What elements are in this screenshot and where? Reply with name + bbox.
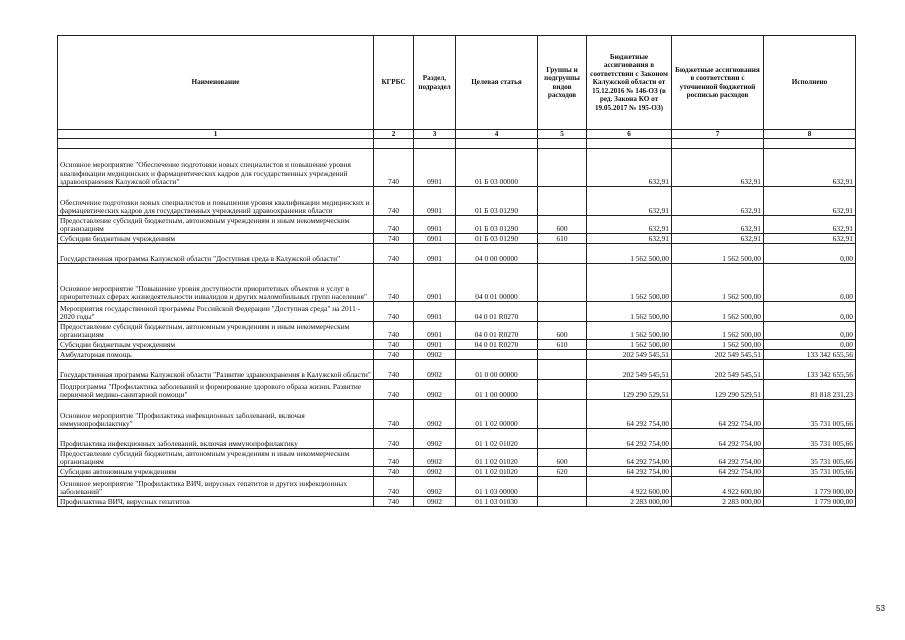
row-budget-refined: 1 562 500,00 <box>672 322 764 340</box>
row-kgrbs: 740 <box>374 322 414 340</box>
row-group: 600 <box>538 322 587 340</box>
row-name: Обеспечение подготовки новых специалистов и повышения уровня квалификации медицинских и фармацевтических кадров для государственных учреждений здравоохранения области <box>58 187 374 216</box>
row-kgrbs: 740 <box>374 360 414 380</box>
table-row <box>58 302 856 322</box>
row-name: Государственная программа Калужской области "Доступная среда в Калужской области" <box>58 244 374 264</box>
row-executed: 0,00 <box>764 244 856 264</box>
row-target: 04 0 01 R0270 <box>456 302 538 322</box>
row-executed: 81 818 231,23 <box>764 380 856 400</box>
row-kgrbs: 740 <box>374 234 414 244</box>
row-section: 0902 <box>414 467 456 477</box>
row-target: 01 1 00 00000 <box>456 380 538 400</box>
column-number: 4 <box>456 130 538 139</box>
row-group: 610 <box>538 234 587 244</box>
row-kgrbs: 740 <box>374 244 414 264</box>
column-number: 1 <box>58 130 374 139</box>
row-executed: 1 779 000,00 <box>764 477 856 497</box>
row-section: 0901 <box>414 302 456 322</box>
row-executed: 632,91 <box>764 216 856 234</box>
row-section: 0901 <box>414 234 456 244</box>
row-executed: 133 342 655,56 <box>764 350 856 360</box>
row-name: Основное мероприятие "Повышение уровня доступности приоритетных объектов и услуг в приоритетных сферах жизнедеятельности инвалидов и других маломобильных групп населения" <box>58 264 374 302</box>
row-target <box>456 350 538 360</box>
row-executed: 632,91 <box>764 234 856 244</box>
row-executed: 0,00 <box>764 264 856 302</box>
row-name: Субсидии автономным учреждениям <box>58 467 374 477</box>
row-budget-law: 64 292 754,00 <box>587 429 672 449</box>
column-number: 2 <box>374 130 414 139</box>
row-budget-refined: 64 292 754,00 <box>672 449 764 467</box>
row-executed: 35 731 005,66 <box>764 449 856 467</box>
table-row <box>58 449 856 467</box>
row-target: 01 1 03 01030 <box>456 497 538 507</box>
table-row <box>58 234 856 244</box>
row-budget-law: 1 562 500,00 <box>587 340 672 350</box>
row-section: 0902 <box>414 360 456 380</box>
table-row <box>58 467 856 477</box>
row-kgrbs: 740 <box>374 467 414 477</box>
row-section: 0902 <box>414 429 456 449</box>
row-target: 04 0 00 00000 <box>456 244 538 264</box>
row-executed: 0,00 <box>764 302 856 322</box>
row-group <box>538 429 587 449</box>
row-section: 0901 <box>414 322 456 340</box>
table-row <box>58 380 856 400</box>
header-kgrbs: КГРБС <box>374 36 414 130</box>
row-target: 01 1 02 00000 <box>456 400 538 429</box>
table-row <box>58 400 856 429</box>
table-row <box>58 350 856 360</box>
row-section: 0901 <box>414 340 456 350</box>
header-executed: Исполнено <box>764 36 856 130</box>
row-kgrbs: 740 <box>374 350 414 360</box>
table-row <box>58 322 856 340</box>
row-group <box>538 400 587 429</box>
row-kgrbs: 740 <box>374 149 414 187</box>
row-target: 01 1 02 01020 <box>456 429 538 449</box>
row-budget-law: 64 292 754,00 <box>587 400 672 429</box>
row-kgrbs: 740 <box>374 187 414 216</box>
row-group <box>538 360 587 380</box>
row-budget-refined: 129 290 529,51 <box>672 380 764 400</box>
row-target: 04 0 01 R0270 <box>456 322 538 340</box>
row-group: 600 <box>538 216 587 234</box>
row-group: 600 <box>538 449 587 467</box>
row-budget-law: 4 922 600,00 <box>587 477 672 497</box>
row-kgrbs: 740 <box>374 449 414 467</box>
row-group: 620 <box>538 467 587 477</box>
budget-table <box>57 35 856 507</box>
row-budget-refined: 1 562 500,00 <box>672 244 764 264</box>
row-name: Профилактика инфекционных заболеваний, включая иммунопрофилактику <box>58 429 374 449</box>
row-target: 01 Б 03 01290 <box>456 234 538 244</box>
row-budget-refined: 64 292 754,00 <box>672 400 764 429</box>
row-kgrbs: 740 <box>374 400 414 429</box>
column-number: 3 <box>414 130 456 139</box>
header-target: Целевая статья <box>456 36 538 130</box>
row-budget-law: 1 562 500,00 <box>587 264 672 302</box>
table-row <box>58 497 856 507</box>
row-budget-law: 129 290 529,51 <box>587 380 672 400</box>
row-name: Профилактика ВИЧ, вирусных гепатитов <box>58 497 374 507</box>
column-number: 8 <box>764 130 856 139</box>
row-target: 01 1 02 01020 <box>456 449 538 467</box>
table-row <box>58 149 856 187</box>
row-group <box>538 350 587 360</box>
row-section: 0902 <box>414 400 456 429</box>
table-row <box>58 429 856 449</box>
row-budget-law: 632,91 <box>587 216 672 234</box>
header-budget-law: Бюджетные ассигнования в соответствии с Законом Калужской области от 15.12.2016 № 146-ОЗ (в ред. Закона КО от 19.05.2017 № 195-ОЗ) <box>587 36 672 130</box>
row-group <box>538 302 587 322</box>
row-budget-refined: 64 292 754,00 <box>672 429 764 449</box>
row-name: Основное мероприятие "Профилактика ВИЧ, вирусных гепатитов и других инфекционных заболеваний" <box>58 477 374 497</box>
row-executed: 0,00 <box>764 340 856 350</box>
row-budget-refined: 632,91 <box>672 216 764 234</box>
row-target: 01 Б 03 01290 <box>456 187 538 216</box>
table-row <box>58 264 856 302</box>
row-executed: 632,91 <box>764 149 856 187</box>
row-kgrbs: 740 <box>374 216 414 234</box>
row-target: 01 Б 03 01290 <box>456 216 538 234</box>
row-budget-refined: 64 292 754,00 <box>672 467 764 477</box>
header-budget-refined: Бюджетные ассигнования в соответствии с уточненной бюджетной росписью расходов <box>672 36 764 130</box>
row-budget-law: 64 292 754,00 <box>587 449 672 467</box>
row-budget-refined: 632,91 <box>672 187 764 216</box>
row-budget-law: 632,91 <box>587 149 672 187</box>
row-budget-refined: 4 922 600,00 <box>672 477 764 497</box>
row-target: 01 Б 03 00000 <box>456 149 538 187</box>
row-group <box>538 380 587 400</box>
row-section: 0901 <box>414 149 456 187</box>
row-kgrbs: 740 <box>374 429 414 449</box>
row-budget-refined: 632,91 <box>672 234 764 244</box>
row-budget-refined: 202 549 545,51 <box>672 350 764 360</box>
row-budget-law: 202 549 545,51 <box>587 350 672 360</box>
row-executed: 35 731 005,66 <box>764 429 856 449</box>
row-target: 01 0 00 00000 <box>456 360 538 380</box>
row-kgrbs: 740 <box>374 477 414 497</box>
row-budget-refined: 1 562 500,00 <box>672 264 764 302</box>
row-kgrbs: 740 <box>374 340 414 350</box>
column-number: 6 <box>587 130 672 139</box>
header-section: Раздел, подраздел <box>414 36 456 130</box>
row-kgrbs: 740 <box>374 264 414 302</box>
row-kgrbs: 740 <box>374 497 414 507</box>
row-section: 0902 <box>414 380 456 400</box>
row-group <box>538 477 587 497</box>
row-section: 0902 <box>414 449 456 467</box>
column-number: 7 <box>672 130 764 139</box>
row-executed: 1 779 000,00 <box>764 497 856 507</box>
row-budget-law: 632,91 <box>587 187 672 216</box>
row-section: 0901 <box>414 264 456 302</box>
row-name: Государственная программа Калужской области "Развитие здравоохранения в Калужской области" <box>58 360 374 380</box>
row-budget-law: 632,91 <box>587 234 672 244</box>
row-section: 0901 <box>414 216 456 234</box>
row-target: 01 1 03 00000 <box>456 477 538 497</box>
column-number-row <box>58 130 856 139</box>
header-name: Наименование <box>58 36 374 130</box>
table-row <box>58 360 856 380</box>
row-group: 610 <box>538 340 587 350</box>
table-row <box>58 477 856 497</box>
row-executed: 0,00 <box>764 322 856 340</box>
row-section: 0901 <box>414 244 456 264</box>
row-budget-refined: 1 562 500,00 <box>672 302 764 322</box>
row-section: 0902 <box>414 497 456 507</box>
row-executed: 35 731 005,66 <box>764 400 856 429</box>
page-number: 53 <box>876 604 885 613</box>
row-section: 0902 <box>414 477 456 497</box>
header-row <box>58 36 856 130</box>
row-budget-law: 1 562 500,00 <box>587 322 672 340</box>
spacer-row <box>58 139 856 149</box>
row-name: Основное мероприятие "Обеспечение подготовки новых специалистов и повышение уровня квалификации медицинских и фармацевтических кадров для государственных учреждений здравоохранения Калужской области" <box>58 149 374 187</box>
row-target: 01 1 02 01020 <box>456 467 538 477</box>
row-name: Предоставление субсидий бюджетным, автономным учреждениям и иным некоммерческим организациям <box>58 322 374 340</box>
row-budget-refined: 202 549 545,51 <box>672 360 764 380</box>
row-name: Субсидии бюджетным учреждениям <box>58 340 374 350</box>
row-kgrbs: 740 <box>374 302 414 322</box>
row-budget-refined: 2 283 000,00 <box>672 497 764 507</box>
row-executed: 133 342 655,56 <box>764 360 856 380</box>
row-budget-law: 1 562 500,00 <box>587 244 672 264</box>
row-section: 0902 <box>414 350 456 360</box>
row-budget-law: 1 562 500,00 <box>587 302 672 322</box>
row-name: Предоставление субсидий бюджетным, автономным учреждениям и иным некоммерческим организациям <box>58 216 374 234</box>
row-budget-law: 64 292 754,00 <box>587 467 672 477</box>
row-executed: 632,91 <box>764 187 856 216</box>
table-row <box>58 244 856 264</box>
row-group <box>538 187 587 216</box>
row-name: Амбулаторная помощь <box>58 350 374 360</box>
row-name: Субсидии бюджетным учреждениям <box>58 234 374 244</box>
row-name: Предоставление субсидий бюджетным, автономным учреждениям и иным некоммерческим организациям <box>58 449 374 467</box>
row-group <box>538 149 587 187</box>
table-row <box>58 216 856 234</box>
header-group: Группы и подгруппы видов расходов <box>538 36 587 130</box>
row-budget-refined: 1 562 500,00 <box>672 340 764 350</box>
row-executed: 35 731 005,66 <box>764 467 856 477</box>
row-kgrbs: 740 <box>374 380 414 400</box>
row-target: 04 0 01 R0270 <box>456 340 538 350</box>
row-name: Мероприятия государственной программы Российской Федерации "Доступная среда" на 2011 - 2020 годы" <box>58 302 374 322</box>
row-section: 0901 <box>414 187 456 216</box>
row-name: Основное мероприятие "Профилактика инфекционных заболеваний, включая иммунопрофилактику" <box>58 400 374 429</box>
row-name: Подпрограмма "Профилактика заболеваний и формирование здорового образа жизни. Развитие первичной медико-санитарной помощи" <box>58 380 374 400</box>
row-budget-refined: 632,91 <box>672 149 764 187</box>
row-group <box>538 497 587 507</box>
row-budget-law: 202 549 545,51 <box>587 360 672 380</box>
row-budget-law: 2 283 000,00 <box>587 497 672 507</box>
row-group <box>538 244 587 264</box>
row-group <box>538 264 587 302</box>
row-target: 04 0 01 00000 <box>456 264 538 302</box>
column-number: 5 <box>538 130 587 139</box>
table-row <box>58 187 856 216</box>
table-row <box>58 340 856 350</box>
